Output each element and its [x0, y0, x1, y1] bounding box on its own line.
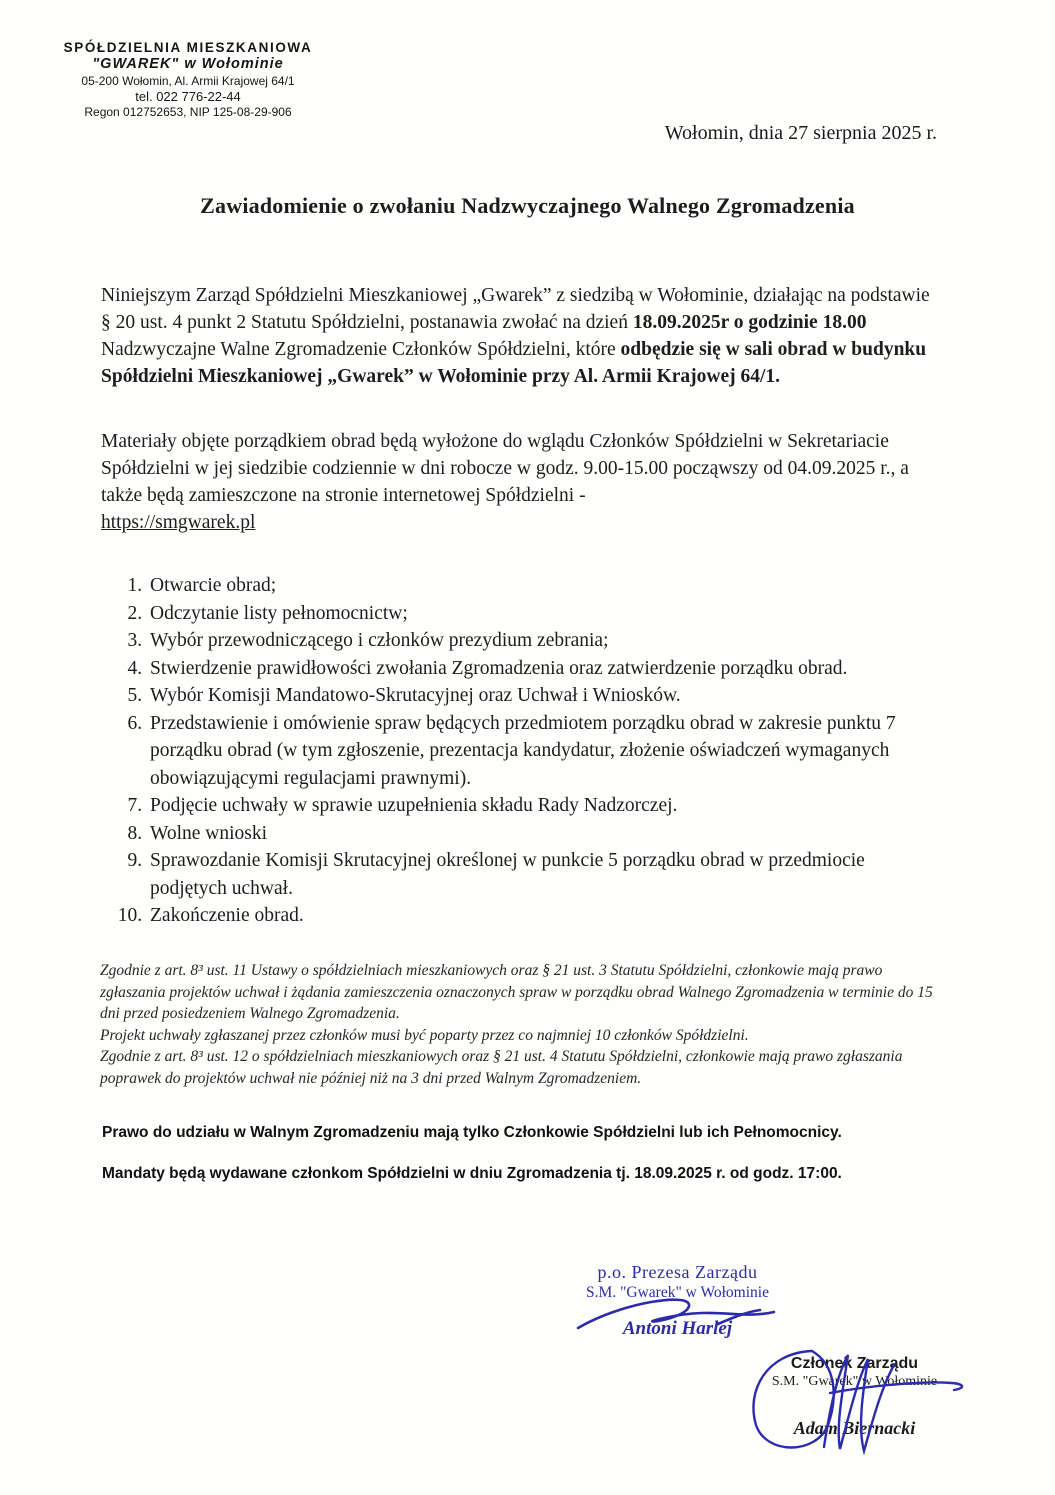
agenda-item: 10. Zakończenie obrad.	[147, 902, 931, 930]
agenda-item: 3. Wybór przewodniczącego i członków prezydium zebrania;	[147, 627, 931, 655]
paragraph-materials	[101, 428, 944, 536]
agenda-item: 7. Podjęcie uchwały w sprawie uzupełnienia składu Rady Nadzorczej.	[147, 792, 931, 820]
agenda-item: 5. Wybór Komisji Mandatowo-Skrutacyjnej oraz Uchwał i Wniosków.	[147, 682, 931, 710]
legal-note: Zgodnie z art. 8³ ust. 12 o spółdzielniach mieszkaniowych oraz § 21 ust. 4 Statutu Spółdzielni, członkowie mają prawo zgłaszania poprawek do projektów uchwał nie później niż na 3 dni przed Walnym Zgromadzeniem.	[100, 1048, 903, 1087]
signature1-role: p.o. Prezesa Zarządu	[597, 1262, 758, 1282]
meeting-location: odbędzie się w sali obrad w budynku Spółdzielni Mieszkaniowej „Gwarek” w Wołominie przy Al. Armii Krajowej 64/1.	[101, 339, 927, 387]
agenda-item: 1. Otwarcie obrad;	[147, 572, 931, 600]
dateline: Wołomin, dnia 27 sierpnia 2025 r.	[664, 122, 937, 144]
letterhead-address: 05-200 Wołomin, Al. Armii Krajowej 64/1	[81, 74, 295, 88]
paragraph-convocation-text2: Nadzwyczajne Walne Zgromadzenie Członków Spółdzielni, które	[101, 339, 621, 360]
participation-notice: Prawo do udziału w Walnym Zgromadzeniu mają tylko Członkowie Spółdzielni lub ich Pełnomocnicy.	[102, 1124, 842, 1141]
legal-note: Projekt uchwały zgłaszanej przez członków musi być poparty przez co najmniej 10 członków Spółdzielni.	[100, 1026, 749, 1044]
signature2-org: S.M. "Gwarek" w Wołominie	[771, 1374, 938, 1389]
letterhead-regon-nip: Regon 012752653, NIP 125-08-29-906	[84, 105, 292, 119]
letterhead-phone: tel. 022 776-22-44	[135, 89, 241, 104]
legal-notes	[100, 960, 950, 1089]
agenda-item: 8. Wolne wnioski	[147, 820, 931, 848]
paragraph-materials-text: Materiały objęte porządkiem obrad będą wyłożone do wglądu Członków Spółdzielni w Sekretariacie Spółdzielni w jej siedzibie codziennie w dni robocze w godz. 9.00-15.00 począwszy od 04.09.2025 r., a także będą zamieszczone na stronie internetowej Spółdzielni -	[101, 431, 909, 506]
agenda-list	[103, 572, 931, 930]
letterhead-stamp	[52, 40, 324, 119]
legal-note: Zgodnie z art. 8³ ust. 11 Ustawy o spółdzielniach mieszkaniowych oraz § 21 ust. 3 Statutu Spółdzielni, członkowie mają prawo zgłaszania projektów uchwał i żądania zamieszczenia oznaczonych spraw w porządku obrad Walnego Zgromadzenia w terminie do 15 dni przed posiedzeniem Walnego Zgromadzenia.	[100, 962, 933, 1022]
signature-block-president	[560, 1262, 795, 1340]
signature1-name: Antoni Harlej	[622, 1318, 733, 1339]
signature-block-member	[742, 1355, 967, 1439]
agenda-item: 4. Stwierdzenie prawidłowości zwołania Zgromadzenia oraz zatwierdzenie porządku obrad.	[147, 655, 931, 683]
agenda-item: 6. Przedstawienie i omówienie spraw będących przedmiotem porządku obrad w zakresie punktu 7 porządku obrad (w tym zgłoszenie, prezentacja kandydatur, złożenie oświadczeń wymaganych obowiązującymi regulacjami prawnymi).	[147, 710, 931, 793]
meeting-date-time: 18.09.2025r o godzinie 18.00	[632, 312, 867, 333]
website-link[interactable]: https://smgwarek.pl	[101, 512, 256, 533]
signature1-org: S.M. "Gwarek" w Wołominie	[586, 1284, 769, 1301]
signature2-name: Adam Biernacki	[793, 1418, 916, 1438]
page-title: Zawiadomienie o zwołaniu Nadzwyczajnego Walnego Zgromadzenia	[200, 193, 855, 218]
signature2-role: Członek Zarządu	[790, 1355, 919, 1372]
agenda-item: 2. Odczytanie listy pełnomocnictw;	[147, 600, 931, 628]
paragraph-convocation	[101, 282, 944, 390]
letterhead-org-name: SPÓŁDZIELNIA MIESZKANIOWA	[63, 40, 313, 55]
paragraph-convocation-text: Niniejszym Zarząd Spółdzielni Mieszkaniowej „Gwarek” z siedzibą w Wołominie, działając na podstawie § 20 ust. 4 punkt 2 Statutu Spółdzielni, postanawia zwołać na dzień	[101, 285, 930, 333]
mandates-notice: Mandaty będą wydawane członkom Spółdzielni w dniu Zgromadzenia tj. 18.09.2025 r. od godz. 17:00.	[102, 1165, 842, 1182]
agenda-item: 9. Sprawozdanie Komisji Skrutacyjnej określonej w punkcie 5 porządku obrad w przedmiocie podjętych uchwał.	[147, 847, 931, 902]
letterhead-brand: "GWAREK" w Wołominie	[92, 56, 284, 72]
